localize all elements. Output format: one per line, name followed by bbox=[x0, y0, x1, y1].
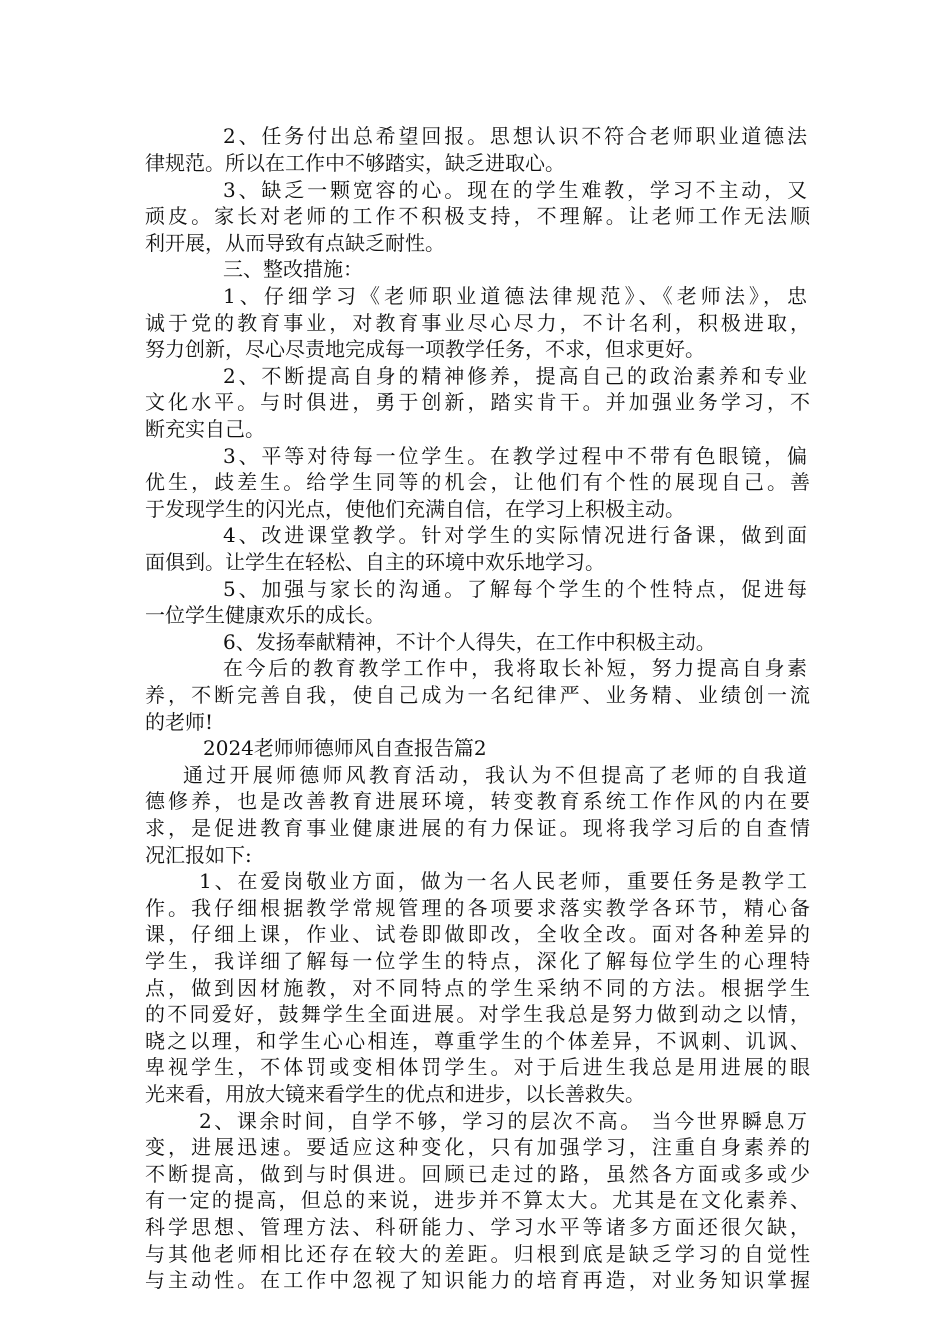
text-line: 的不同爱好，鼓舞学生全面进展。对学生我总是努力做到动之以情， bbox=[145, 1002, 810, 1026]
text-line: 不断提高，做到与时俱进。回顾已走过的路，虽然各方面或多或少 bbox=[145, 1162, 810, 1186]
text-line: 优生，歧差生。给学生同等的机会，让他们有个性的展现自己。善 bbox=[145, 470, 810, 494]
text-line: 养，不断完善自我，使自己成为一名纪律严、业务精、业绩创一流 bbox=[145, 683, 810, 707]
text-line: 作。我仔细根据教学常规管理的各项要求落实教学各环节，精心备 bbox=[145, 896, 810, 920]
text-line: 2、课余时间，自学不够，学习的层次不高。 当今世界瞬息万 bbox=[199, 1109, 807, 1133]
text-line: 学生，我详细了解每一位学生的特点，深化了解每位学生的心理特 bbox=[145, 949, 810, 973]
text-line: 顽皮。家长对老师的工作不积极支持，不理解。让老师工作无法顺 bbox=[145, 204, 810, 228]
text-line: 3、平等对待每一位学生。在教学过程中不带有色眼镜，偏 bbox=[223, 444, 807, 468]
text-line: 6、发扬奉献精神，不计个人得失，在工作中积极主动。 bbox=[223, 630, 716, 654]
text-line: 与其他老师相比还存在较大的差距。归根到底是缺乏学习的自觉性 bbox=[145, 1242, 810, 1266]
text-line: 与主动性。在工作中忽视了知识能力的培育再造，对业务知识掌握 bbox=[145, 1268, 810, 1292]
text-line: 在今后的教育教学工作中，我将取长补短，努力提高自身素 bbox=[223, 656, 807, 680]
text-line: 通过开展师德师风教育活动，我认为不但提高了老师的自我道 bbox=[183, 763, 807, 787]
text-line: 变，进展迅速。要适应这种变化，只有加强学习，注重自身素养的 bbox=[145, 1135, 810, 1159]
text-line: 况汇报如下: bbox=[145, 843, 252, 867]
text-line: 5、加强与家长的沟通。了解每个学生的个性特点，促进每 bbox=[223, 577, 807, 601]
text-line: 律规范。所以在工作中不够踏实，缺乏进取心。 bbox=[145, 151, 565, 175]
text-line: 努力创新，尽心尽责地完成每一项教学任务，不求，但求更好。 bbox=[145, 337, 705, 361]
section-heading: 三、整改措施： bbox=[223, 257, 363, 281]
text-line: 一位学生健康欢乐的成长。 bbox=[145, 603, 385, 627]
text-line: 2、不断提高自身的精神修养，提高自己的政治素养和专业 bbox=[223, 364, 807, 388]
text-line: 3、缺乏一颗宽容的心。现在的学生难教，学习不主动，又 bbox=[223, 178, 807, 202]
text-line: 科学思想、管理方法、科研能力、学习水平等诸多方面还很欠缺， bbox=[145, 1215, 810, 1239]
text-line: 有一定的提高，但总的来说，进步并不算太大。尤其是在文化素养、 bbox=[145, 1188, 810, 1212]
text-line: 诚于党的教育事业，对教育事业尽心尽力，不计名利，积极进取， bbox=[145, 311, 810, 335]
text-line: 课，仔细上课，作业、试卷即做即改，全收全改。面对各种差异的 bbox=[145, 922, 810, 946]
text-line: 2、任务付出总希望回报。思想认识不符合老师职业道德法 bbox=[223, 124, 807, 148]
text-line: 光来看，用放大镜来看学生的优点和进步，以长善救失。 bbox=[145, 1082, 645, 1106]
text-line: 断充实自己。 bbox=[145, 417, 265, 441]
text-line: 1、在爱岗敬业方面，做为一名人民老师，重要任务是教学工 bbox=[199, 869, 807, 893]
article-title: 2024老师师德师风自查报告篇2 bbox=[203, 736, 487, 760]
text-line: 4、改进课堂教学。针对学生的实际情况进行备课，做到面 bbox=[223, 523, 807, 547]
text-line: 面俱到。让学生在轻松、自主的环境中欢乐地学习。 bbox=[145, 550, 605, 574]
text-line: 卑视学生，不体罚或变相体罚学生。对于后进生我总是用进展的眼 bbox=[145, 1055, 810, 1079]
text-line: 于发现学生的闪光点，使他们充满自信，在学习上积极主动。 bbox=[145, 497, 685, 521]
text-line: 的老师! bbox=[145, 710, 214, 734]
text-line: 德修养，也是改善教育进展环境，转变教育系统工作作风的内在要 bbox=[145, 789, 810, 813]
text-line: 求，是促进教育事业健康进展的有力保证。现将我学习后的自查情 bbox=[145, 816, 810, 840]
text-line: 晓之以理，和学生心心相连，尊重学生的个体差异，不讽刺、讥讽、 bbox=[145, 1029, 810, 1053]
text-line: 点，做到因材施教，对不同特点的学生采纳不同的方法。根据学生 bbox=[145, 976, 810, 1000]
text-line: 文化水平。与时俱进，勇于创新，踏实肯干。并加强业务学习，不 bbox=[145, 390, 810, 414]
text-line: 利开展，从而导致有点缺乏耐性。 bbox=[145, 231, 445, 255]
text-line: 1、仔细学习《老师职业道德法律规范》、《老师法》，忠 bbox=[223, 284, 807, 308]
